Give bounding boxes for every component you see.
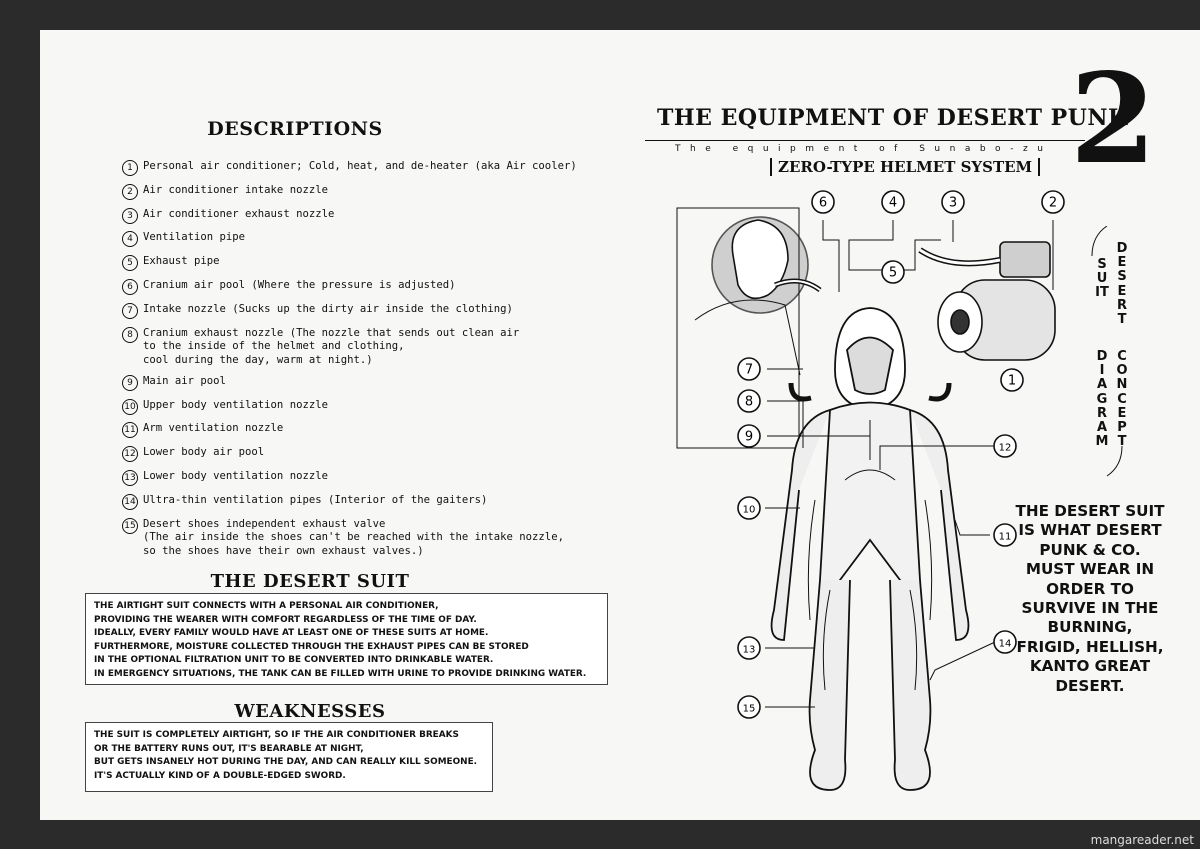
- description-text: Main air pool: [143, 374, 226, 387]
- callout-1: [1001, 369, 1023, 391]
- description-number: 11: [122, 422, 138, 438]
- callout-12: [994, 435, 1016, 457]
- descriptions-heading: DESCRIPTIONS: [207, 118, 383, 140]
- description-text: Cranium air pool (Where the pressure is adjusted): [143, 278, 456, 291]
- text-line: IT'S ACTUALLY KIND OF A DOUBLE-EDGED SWORD.: [94, 770, 346, 781]
- description-item: [122, 208, 602, 224]
- text-line: FURTHERMORE, MOISTURE COLLECTED THROUGH THE EXHAUST PIPES CAN BE STORED: [94, 641, 529, 652]
- callout-label: 7: [744, 362, 754, 378]
- callout-label: 4: [888, 195, 898, 211]
- callout-label: 1: [1007, 373, 1017, 389]
- vertical-bracket-decoration: [1085, 226, 1145, 486]
- callout-label: 10: [742, 504, 756, 516]
- description-text: Air conditioner exhaust nozzle: [143, 207, 335, 220]
- callout-8: [738, 390, 760, 412]
- text-line: THE AIRTIGHT SUIT CONNECTS WITH A PERSONAL AIR CONDITIONER,: [94, 601, 439, 611]
- text-line: IN THE OPTIONAL FILTRATION UNIT TO BE CONVERTED INTO DRINKABLE WATER.: [94, 655, 494, 665]
- vertical-label-desert: DESERT: [1116, 241, 1128, 328]
- page-title: THE EQUIPMENT OF DESERT PUNK: [657, 105, 1128, 131]
- description-number: 13: [122, 470, 138, 486]
- callout-7: [738, 358, 760, 380]
- vertical-label-diagram: DIAGRAM: [1095, 349, 1109, 450]
- text-line: OR THE BATTERY RUNS OUT, IT'S BEARABLE AT NIGHT,: [94, 743, 364, 754]
- callout-label: 5: [888, 265, 898, 281]
- callout-4: [882, 191, 904, 213]
- weaknesses-heading: WEAKNESSES: [234, 701, 386, 722]
- desert-suit-text-box: [85, 593, 608, 685]
- callout-label: 12: [998, 442, 1012, 454]
- description-item: [122, 160, 602, 176]
- description-number: 3: [122, 208, 138, 224]
- description-text: Ventilation pipe: [143, 231, 246, 244]
- description-text: Lower body ventilation nozzle: [143, 470, 328, 483]
- watermark: mangareader.net: [1090, 833, 1194, 847]
- callout-13: [738, 637, 760, 659]
- description-item: [122, 279, 602, 295]
- callout-label: 6: [818, 195, 828, 211]
- text-line: IDEALLY, EVERY FAMILY WOULD HAVE AT LEAST ONE OF THESE SUITS AT HOME.: [94, 628, 489, 638]
- description-number: 12: [122, 446, 138, 462]
- text-line: THE SUIT IS COMPLETELY AIRTIGHT, SO IF THE AIR CONDITIONER BREAKS: [94, 730, 459, 740]
- callout-5: [882, 261, 904, 283]
- description-item: [122, 184, 602, 200]
- left-page: [40, 30, 616, 820]
- callout-label: 15: [742, 703, 756, 715]
- callout-9: [738, 425, 760, 447]
- description-number: 6: [122, 279, 138, 295]
- description-text: Cranium exhaust nozzle (The nozzle that sends out clean air to the inside of the helmet and clothing, cool during the day, warm at night.): [143, 326, 520, 366]
- description-number: 9: [122, 375, 138, 391]
- description-text: Upper body ventilation nozzle: [143, 398, 328, 411]
- description-number: 14: [122, 494, 138, 510]
- description-item: [122, 518, 602, 559]
- description-number: 5: [122, 255, 138, 271]
- callout-2: [1042, 191, 1064, 213]
- description-number: 10: [122, 399, 138, 415]
- description-item: [122, 470, 602, 486]
- description-item: [122, 375, 602, 391]
- callout-6: [812, 191, 834, 213]
- description-number: 15: [122, 518, 138, 534]
- text-line: BUT GETS INSANELY HOT DURING THE DAY, AND CAN REALLY KILL SOMEONE.: [94, 757, 478, 767]
- callout-15: [738, 696, 760, 718]
- description-text: Desert shoes independent exhaust valve (The air inside the shoes can't be reached with the intake nozzle, so the shoes have their own exhaust valves.): [143, 517, 564, 557]
- helmet-system-title: ZERO-TYPE HELMET SYSTEM: [770, 158, 1040, 176]
- description-item: [122, 231, 602, 247]
- callout-10: [738, 497, 760, 519]
- description-text: Lower body air pool: [143, 446, 265, 459]
- description-text: Personal air conditioner; Cold, heat, and de-heater (aka Air cooler): [143, 160, 577, 172]
- description-text: Arm ventilation nozzle: [143, 422, 284, 435]
- weaknesses-text-box: [85, 722, 493, 792]
- callout-label: 13: [742, 644, 756, 656]
- air-conditioner-drawing: [920, 242, 1055, 360]
- callout-label: 2: [1048, 195, 1058, 211]
- description-text: Air conditioner intake nozzle: [143, 183, 328, 196]
- vertical-label-suit: SUIT: [1095, 257, 1109, 301]
- callout-label: 9: [744, 429, 754, 445]
- callout-label: 8: [744, 394, 754, 410]
- vertical-label-concept: CONCEPT: [1116, 349, 1128, 450]
- text-line: PROVIDING THE WEARER WITH COMFORT REGARDLESS OF THE TIME OF DAY.: [94, 614, 477, 625]
- description-text: Ultra-thin ventilation pipes (Interior of the gaiters): [143, 493, 488, 506]
- callout-label: 11: [998, 531, 1012, 543]
- chapter-number: 2: [1070, 47, 1157, 192]
- page-subtitle: The equipment of Sunabo-zu: [675, 144, 1053, 154]
- description-number: 1: [122, 160, 138, 176]
- description-item: [122, 327, 602, 368]
- description-item: [122, 446, 602, 462]
- description-item: [122, 422, 602, 438]
- callout-label: 3: [948, 195, 958, 211]
- desert-suit-figure-drawing: [772, 308, 969, 790]
- description-item: [122, 494, 602, 510]
- desert-suit-heading: THE DESERT SUIT: [210, 571, 410, 592]
- right-page: [615, 30, 1200, 820]
- description-item: [122, 399, 602, 415]
- description-number: 7: [122, 303, 138, 319]
- callout-14: [994, 631, 1016, 653]
- descriptions-list: [122, 160, 602, 566]
- desert-suit-blurb: THE DESERT SUIT IS WHAT DESERT PUNK & CO. MUST WEAR IN ORDER TO SURVIVE IN THE BURNING, FRIGID, HELLISH, KANTO GREAT DESERT.: [1015, 502, 1165, 695]
- description-text: Exhaust pipe: [143, 255, 220, 268]
- description-item: [122, 303, 602, 319]
- callout-11: [994, 524, 1016, 546]
- description-text: Intake nozzle (Sucks up the dirty air inside the clothing): [143, 302, 513, 315]
- description-item: [122, 255, 602, 271]
- text-line: IN EMERGENCY SITUATIONS, THE TANK CAN BE FILLED WITH URINE TO PROVIDE DRINKING WATER.: [94, 668, 587, 679]
- description-number: 8: [122, 327, 138, 343]
- callout-label: 14: [998, 638, 1012, 650]
- description-number: 4: [122, 231, 138, 247]
- description-number: 2: [122, 184, 138, 200]
- callout-3: [942, 191, 964, 213]
